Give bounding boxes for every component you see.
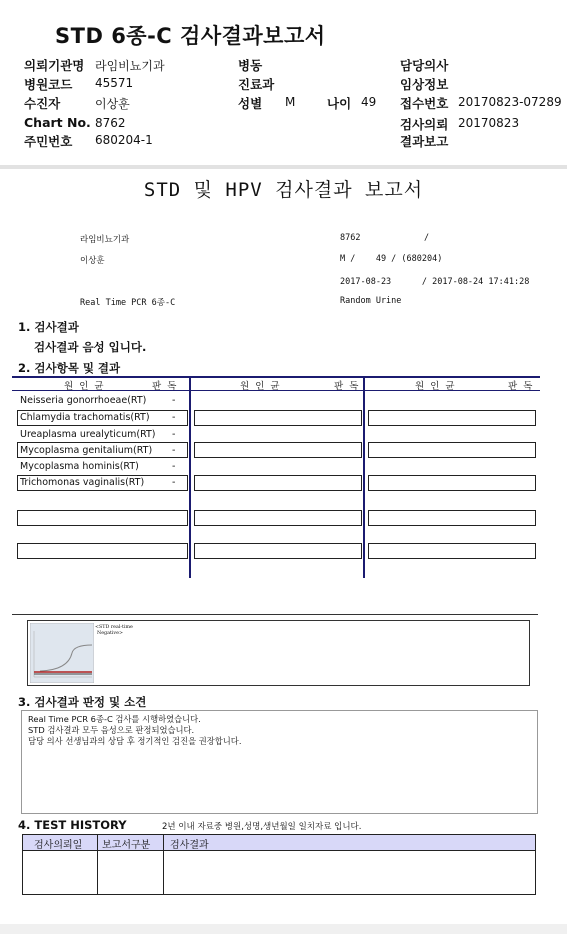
value-age: 49 (361, 95, 377, 109)
organism-result: - (172, 445, 176, 456)
organism-name: Trichomonas vaginalis(RT) (20, 477, 145, 488)
report-sex-age: M / 49 / (680204) (340, 254, 443, 264)
organism-name: Ureaplasma urealyticum(RT) (20, 429, 156, 440)
label-chart-no: Chart No. (24, 115, 91, 130)
empty-cell (17, 510, 188, 526)
label-resident-no: 주민번호 (24, 134, 73, 149)
history-col-divider (97, 834, 98, 895)
empty-cell (194, 442, 362, 458)
report-patient: 이상훈 (80, 256, 105, 266)
label-result-report: 결과보고 (400, 134, 449, 149)
report-title: STD 및 HPV 검사결과 보고서 (143, 179, 424, 201)
label-receipt-no: 접수번호 (400, 96, 449, 111)
header-panel (0, 0, 567, 165)
organism-result: - (172, 395, 176, 406)
comment-line: STD 검사결과 모두 음성으로 판정되었습니다. (28, 725, 195, 735)
history-col-request-date: 검사의뢰일 (34, 840, 83, 851)
history-col-divider (163, 834, 164, 895)
col-header-pathogen-2: 원 인 균 (240, 381, 280, 392)
value-institution: 라임비뇨기과 (95, 59, 165, 73)
section-3-title: 3. 검사결과 판정 및 소견 (18, 695, 147, 709)
organism-name: Mycoplasma hominis(RT) (20, 461, 139, 472)
empty-cell (194, 510, 362, 526)
empty-cell (368, 410, 536, 426)
report-page (0, 169, 567, 924)
report-clinic: 라임비뇨기과 (80, 235, 130, 245)
label-ward: 병동 (238, 58, 263, 73)
label-clinical-info: 임상정보 (400, 77, 449, 92)
col-header-pathogen-1: 원 인 균 (64, 381, 104, 392)
value-receipt-no: 20170823-07289 (458, 95, 562, 109)
empty-cell (194, 475, 362, 491)
empty-cell (368, 475, 536, 491)
empty-cell (17, 543, 188, 559)
section-4-title: 4. TEST HISTORY (18, 818, 127, 832)
label-age: 나이 (327, 96, 352, 111)
organism-result: - (172, 412, 176, 423)
organism-result: - (172, 461, 176, 472)
report-test-name: Real Time PCR 6종-C (80, 298, 176, 308)
result-summary: 검사결과 음성 입니다. (34, 340, 147, 354)
section-2-title: 2. 검사항목 및 결과 (18, 361, 121, 375)
empty-cell (368, 510, 536, 526)
graph-note-line: Negative> (97, 631, 123, 636)
label-patient: 수진자 (24, 96, 61, 111)
value-resident-no: 680204-1 (95, 133, 153, 147)
empty-cell (368, 442, 536, 458)
label-doctor: 담당의사 (400, 58, 449, 73)
label-department: 진료과 (238, 77, 275, 92)
col-header-judge-3: 판 독 (508, 381, 533, 392)
table-col-divider-1 (189, 376, 191, 578)
empty-cell (194, 543, 362, 559)
graph-note (95, 625, 133, 637)
label-sex: 성별 (238, 96, 263, 111)
history-col-report-type: 보고서구분 (102, 840, 151, 851)
report-dates: 2017-08-23 / 2017-08-24 17:41:28 (340, 277, 530, 287)
organism-result: - (172, 429, 176, 440)
history-note: 2년 이내 자료중 병원,성명,생년월일 일치자료 입니다. (162, 822, 362, 832)
organism-name: Mycoplasma genitalium(RT) (20, 445, 153, 456)
empty-cell (194, 410, 362, 426)
graph-note-line: <STD real-time (95, 625, 133, 630)
col-header-judge-1: 판 독 (152, 381, 177, 392)
report-chart-no: 8762 (340, 233, 361, 243)
col-header-judge-2: 판 독 (334, 381, 359, 392)
value-hospital-code: 45571 (95, 76, 134, 90)
organism-name: Neisseria gonorrhoeae(RT) (20, 395, 147, 406)
comment-line: Real Time PCR 6종-C 검사를 시행하였습니다. (28, 714, 201, 724)
report-specimen: Random Urine (340, 296, 402, 306)
table-bottom-line (12, 614, 538, 615)
report-header-title: STD 6종-C 검사결과보고서 (55, 24, 326, 48)
comment-line: 담당 의사 선생님과의 상담 후 정기적인 검진을 권장합니다. (28, 736, 242, 746)
value-patient: 이상훈 (95, 97, 130, 111)
report-chart-slash: / (424, 233, 430, 243)
organism-name: Chlamydia trachomatis(RT) (20, 412, 150, 423)
pcr-curve-graph (30, 623, 94, 683)
organism-result: - (172, 477, 176, 488)
history-header-row (23, 835, 535, 851)
col-header-pathogen-3: 원 인 균 (415, 381, 455, 392)
empty-cell (368, 543, 536, 559)
history-col-result: 검사결과 (170, 840, 209, 851)
value-sex: M (285, 95, 296, 109)
table-col-divider-2 (363, 376, 365, 578)
label-institution: 의뢰기관명 (24, 58, 85, 73)
label-hospital-code: 병원코드 (24, 77, 73, 92)
section-1-title: 1. 검사결과 (18, 320, 79, 334)
value-request-date: 20170823 (458, 116, 520, 130)
label-request-date: 검사의뢰 (400, 117, 449, 132)
value-chart-no: 8762 (95, 116, 126, 130)
